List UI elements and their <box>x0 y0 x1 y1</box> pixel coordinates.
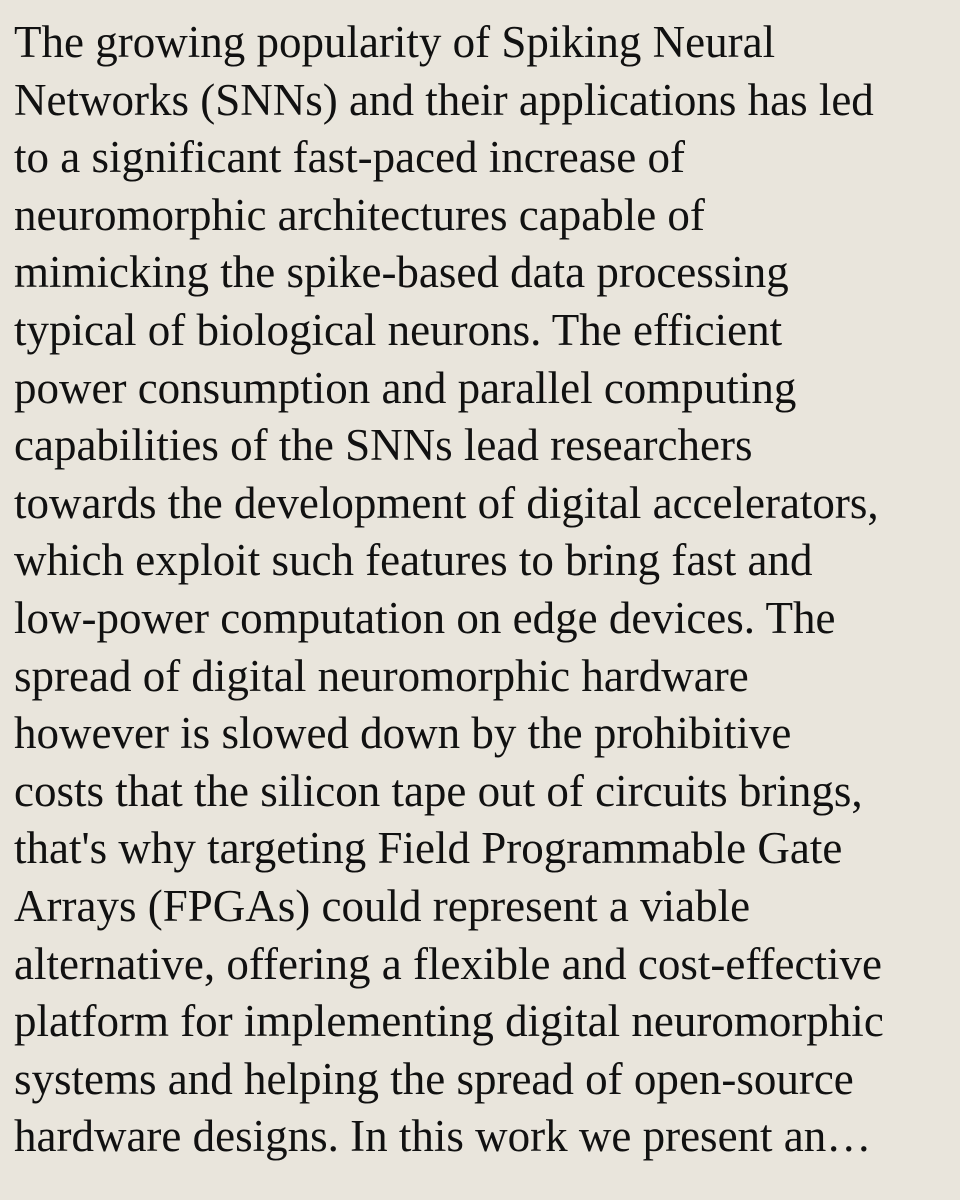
text-line: platform for implementing digital neuromorphic <box>14 996 884 1047</box>
text-line: systems and helping the spread of open-source <box>14 1053 854 1104</box>
text-line: low-power computation on edge devices. The <box>14 592 836 643</box>
text-line: mimicking the spike-based data processing <box>14 247 789 298</box>
text-line: neuromorphic architectures capable of <box>14 189 705 240</box>
text-line: power consumption and parallel computing <box>14 362 797 413</box>
text-line: to a significant fast-paced increase of <box>14 132 685 183</box>
text-line: hardware designs. In this work we present an… <box>14 1111 872 1162</box>
text-line: Arrays (FPGAs) could represent a viable <box>14 880 751 931</box>
text-line: towards the development of digital accelerators, <box>14 477 879 528</box>
text-line: capabilities of the SNNs lead researchers <box>14 420 753 471</box>
text-line: spread of digital neuromorphic hardware <box>14 650 749 701</box>
text-line: typical of biological neurons. The efficient <box>14 304 783 355</box>
text-line: costs that the silicon tape out of circuits brings, <box>14 765 863 816</box>
text-line: Networks (SNNs) and their applications has led <box>14 74 874 125</box>
text-line: The growing popularity of Spiking Neural <box>14 17 776 67</box>
text-line: alternative, offering a flexible and cost-effective <box>14 938 882 989</box>
text-line: which exploit such features to bring fast and <box>14 535 813 586</box>
abstract-text <box>14 14 946 1166</box>
text-line: that's why targeting Field Programmable Gate <box>14 823 843 874</box>
text-line: however is slowed down by the prohibitive <box>14 708 792 759</box>
